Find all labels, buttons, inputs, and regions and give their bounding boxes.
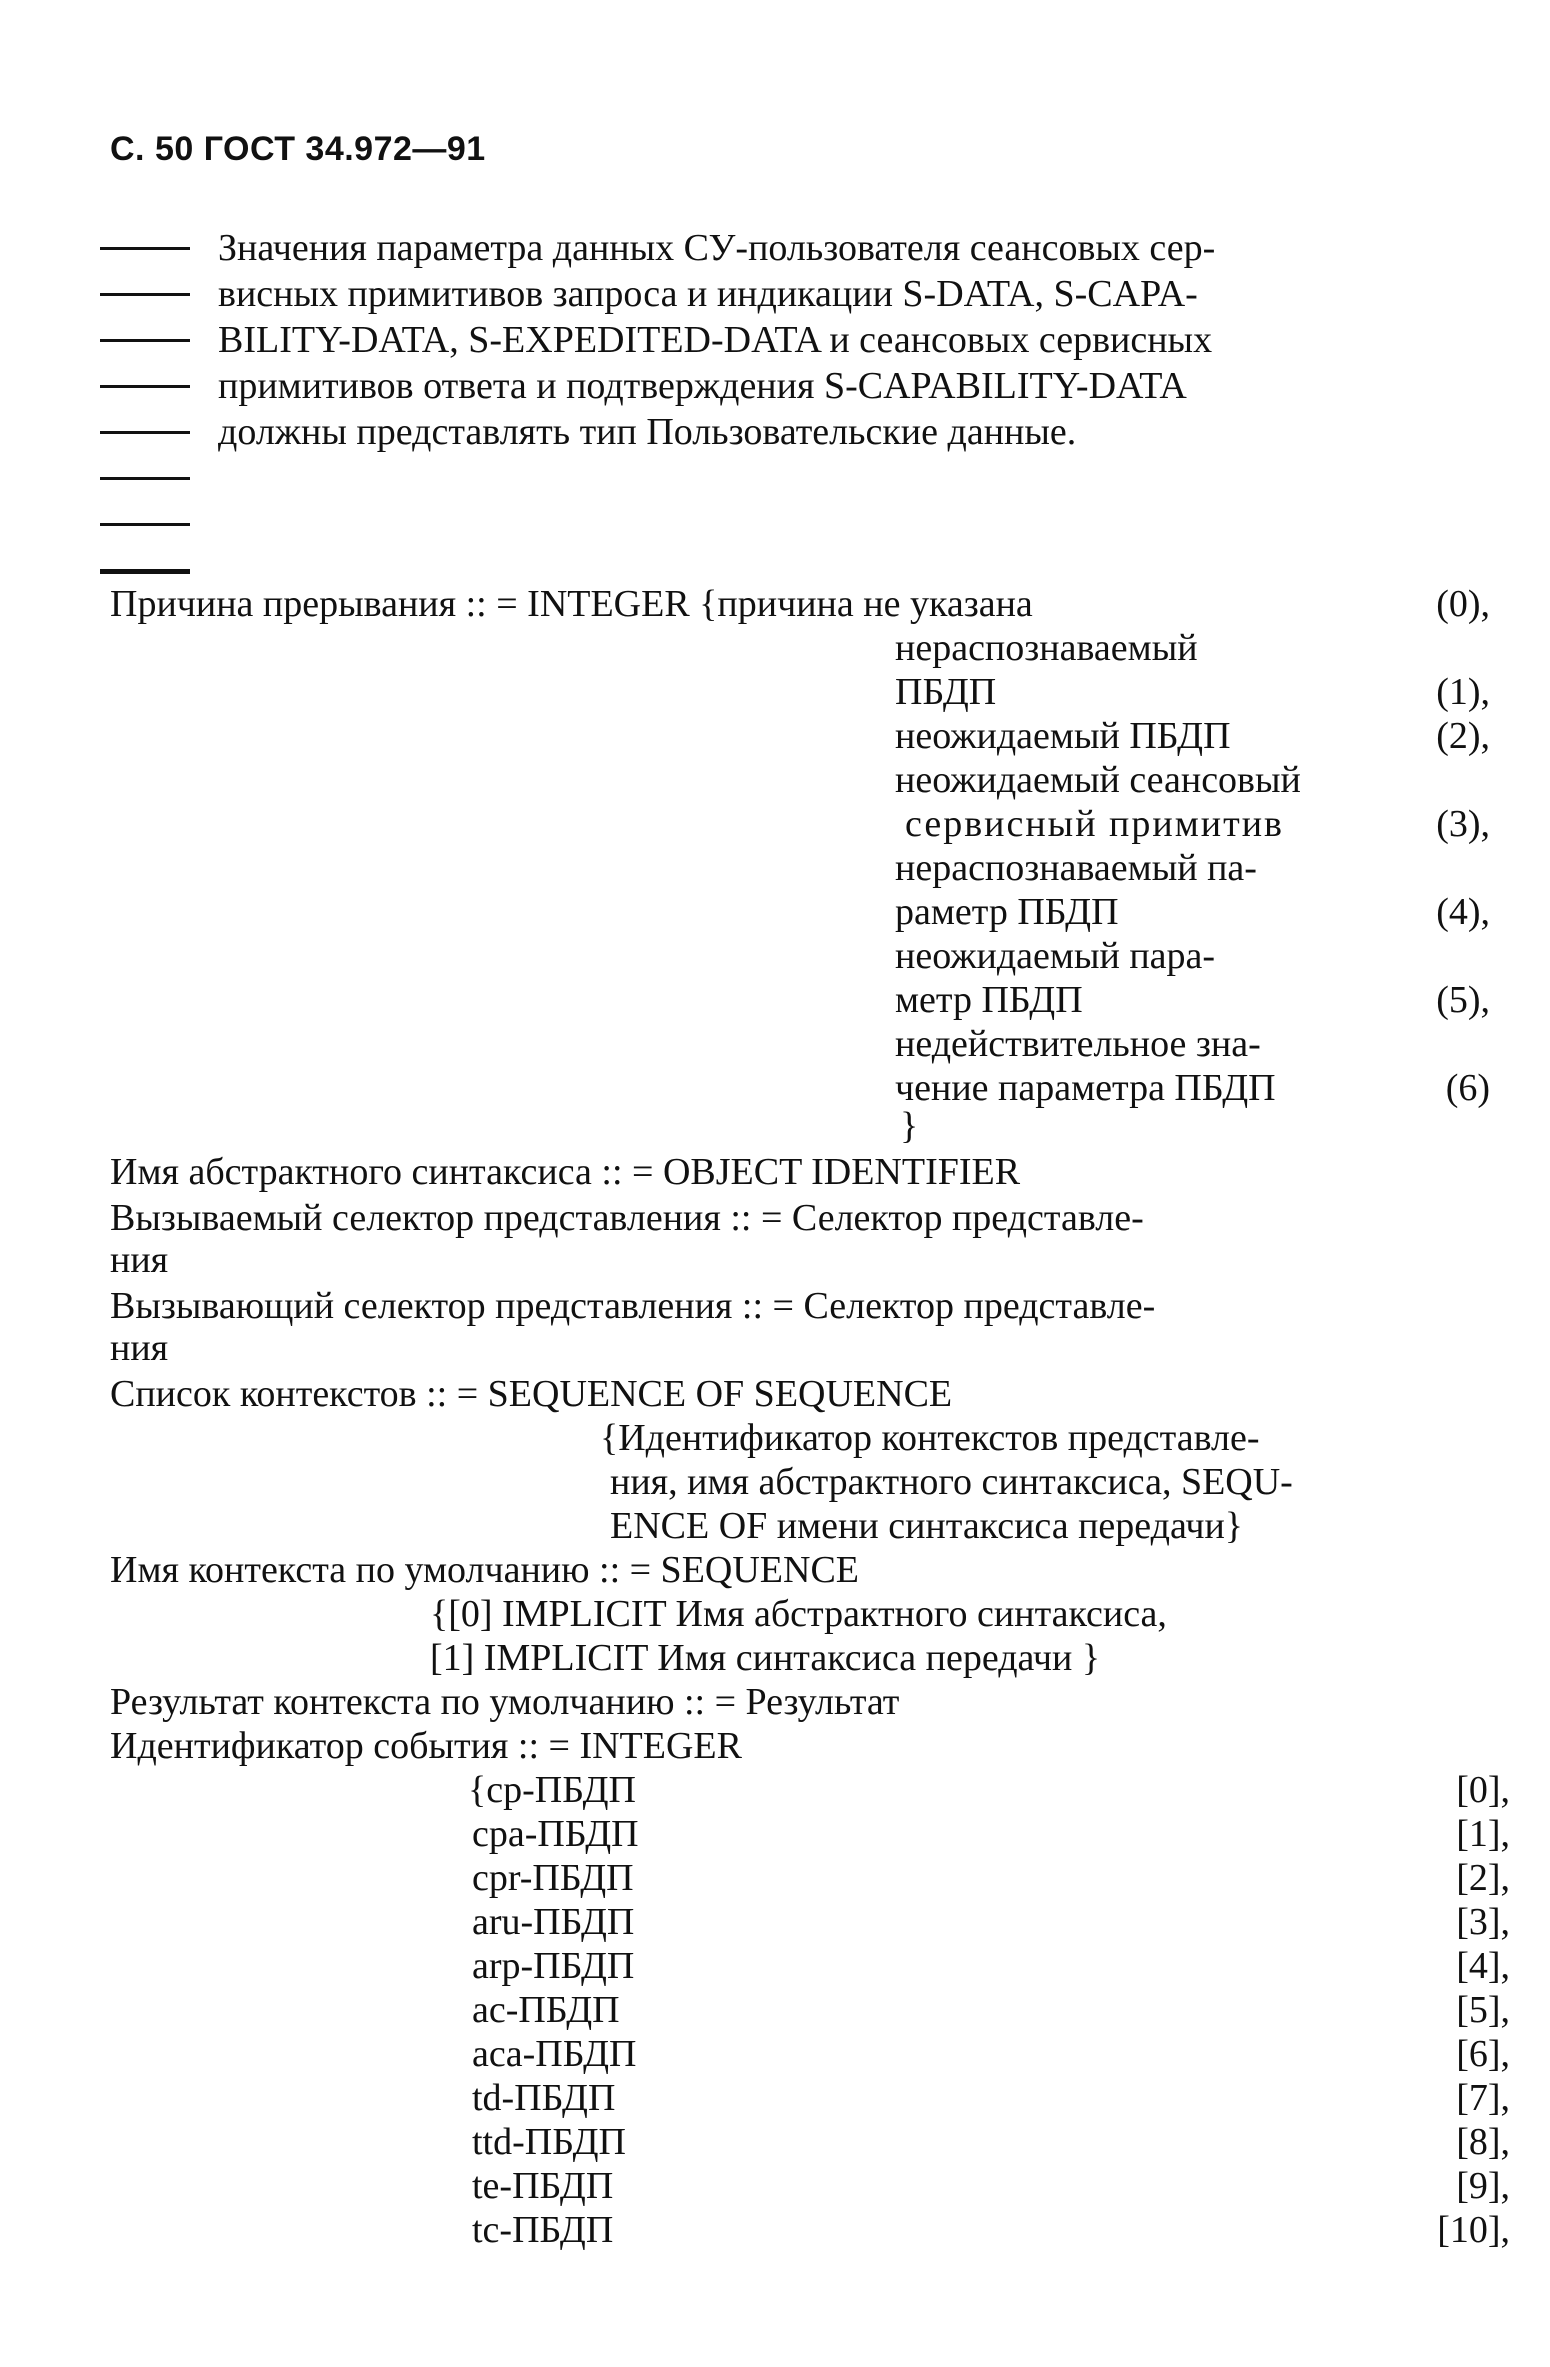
default-context-line: {[0] IMPLICIT Имя абстрактного синтаксиса, (430, 1593, 1167, 1635)
event-id-item: arp-ПБДП (472, 1945, 635, 1987)
default-context-definition: Имя контекста по умолчанию :: = SEQUENCE (110, 1549, 859, 1591)
comment-line: Значения параметра данных СУ-пользователя сеансовых сер- (100, 225, 1490, 271)
abort-reason-close-brace: } (900, 1105, 919, 1147)
abort-reason-item: раметр ПБДП (895, 891, 1119, 933)
event-id-item: cpa-ПБДП (472, 1813, 639, 1855)
abort-reason-item: ПБДП (895, 671, 997, 713)
abort-reason-code: (1), (1436, 671, 1490, 713)
comment-dash (100, 293, 190, 296)
comment-dash (100, 569, 190, 574)
event-id-code: [0], (1456, 1769, 1510, 1811)
abort-reason-code: (6) (1445, 1067, 1490, 1109)
event-id-item: ttd-ПБДП (472, 2121, 626, 2163)
event-id-item: td-ПБДП (472, 2077, 616, 2119)
comment-line (100, 501, 1490, 547)
event-id-code: [1], (1456, 1813, 1510, 1855)
abort-reason-item: неожидаемый сеансовый (895, 759, 1301, 801)
abort-reason-item: неожидаемый пара- (895, 935, 1216, 977)
abort-reason-item: сервисный примитив (905, 803, 1284, 845)
event-id-item: aru-ПБДП (472, 1901, 635, 1943)
abort-reason-item: недействительное зна- (895, 1023, 1261, 1065)
event-id-item: te-ПБДП (472, 2165, 614, 2207)
asn-comment-block (100, 225, 1490, 593)
comment-line: примитивов ответа и подтверждения S-CAPABILITY-DATA (100, 363, 1490, 409)
default-result-definition: Результат контекста по умолчанию :: = Результат (110, 1681, 900, 1723)
context-list-body-line: ния, имя абстрактного синтаксиса, SEQU- (610, 1461, 1293, 1503)
abort-reason-code: (0), (1436, 583, 1490, 625)
event-id-code: [3], (1456, 1901, 1510, 1943)
context-list-definition: Список контекстов :: = SEQUENCE OF SEQUENCE (110, 1373, 953, 1415)
abort-reason-code: (3), (1436, 803, 1490, 845)
event-id-item: cpr-ПБДП (472, 1857, 634, 1899)
comment-dash (100, 431, 190, 434)
default-context-line: [1] IMPLICIT Имя синтаксиса передачи } (430, 1637, 1101, 1679)
event-id-item: {cp-ПБДП (468, 1769, 636, 1811)
abstract-syntax-name-definition: Имя абстрактного синтаксиса :: = OBJECT IDENTIFIER (110, 1151, 1021, 1193)
called-selector-continuation: ния (110, 1239, 169, 1281)
comment-line: BILITY-DATA, S-EXPEDITED-DATA и сеансовых сервисных (100, 317, 1490, 363)
context-list-body-line: ENCE OF имени синтаксиса передачи} (610, 1505, 1244, 1547)
comment-line (100, 455, 1490, 501)
event-id-code: [2], (1456, 1857, 1510, 1899)
abort-reason-item: метр ПБДП (895, 979, 1083, 1021)
abort-reason-definition: Причина прерывания :: = INTEGER {причина не указана (110, 583, 1033, 625)
calling-selector-definition: Вызывающий селектор представления :: = Селектор представле- (110, 1285, 1156, 1327)
calling-selector-continuation: ния (110, 1327, 169, 1369)
page-header: С. 50 ГОСТ 34.972—91 (110, 130, 486, 168)
abort-reason-item: чение параметра ПБДП (895, 1067, 1276, 1109)
event-id-item: aca-ПБДП (472, 2033, 637, 2075)
event-id-code: [6], (1456, 2033, 1510, 2075)
abort-reason-code: (2), (1436, 715, 1490, 757)
comment-dash (100, 339, 190, 342)
abort-reason-item: нераспознаваемый (895, 627, 1198, 669)
event-id-item: tc-ПБДП (472, 2209, 614, 2251)
comment-dash (100, 247, 190, 250)
abort-reason-item: нераспознаваемый па- (895, 847, 1257, 889)
abort-reason-code: (4), (1436, 891, 1490, 933)
event-id-definition: Идентификатор события :: = INTEGER (110, 1725, 742, 1767)
event-id-code: [10], (1437, 2209, 1510, 2251)
comment-dash (100, 385, 190, 388)
comment-dash (100, 523, 190, 526)
comment-line: должны представлять тип Пользовательские данные. (100, 409, 1490, 455)
abort-reason-item: неожидаемый ПБДП (895, 715, 1231, 757)
abort-reason-code: (5), (1436, 979, 1490, 1021)
comment-dash (100, 477, 190, 480)
called-selector-definition: Вызываемый селектор представления :: = Селектор представле- (110, 1197, 1144, 1239)
context-list-body-line: {Идентификатор контекстов представле- (600, 1417, 1260, 1459)
event-id-item: ac-ПБДП (472, 1989, 620, 2031)
event-id-code: [5], (1456, 1989, 1510, 2031)
comment-line: висных примитивов запроса и индикации S-DATA, S-CAPA- (100, 271, 1490, 317)
event-id-code: [8], (1456, 2121, 1510, 2163)
event-id-code: [9], (1456, 2165, 1510, 2207)
event-id-code: [4], (1456, 1945, 1510, 1987)
event-id-code: [7], (1456, 2077, 1510, 2119)
